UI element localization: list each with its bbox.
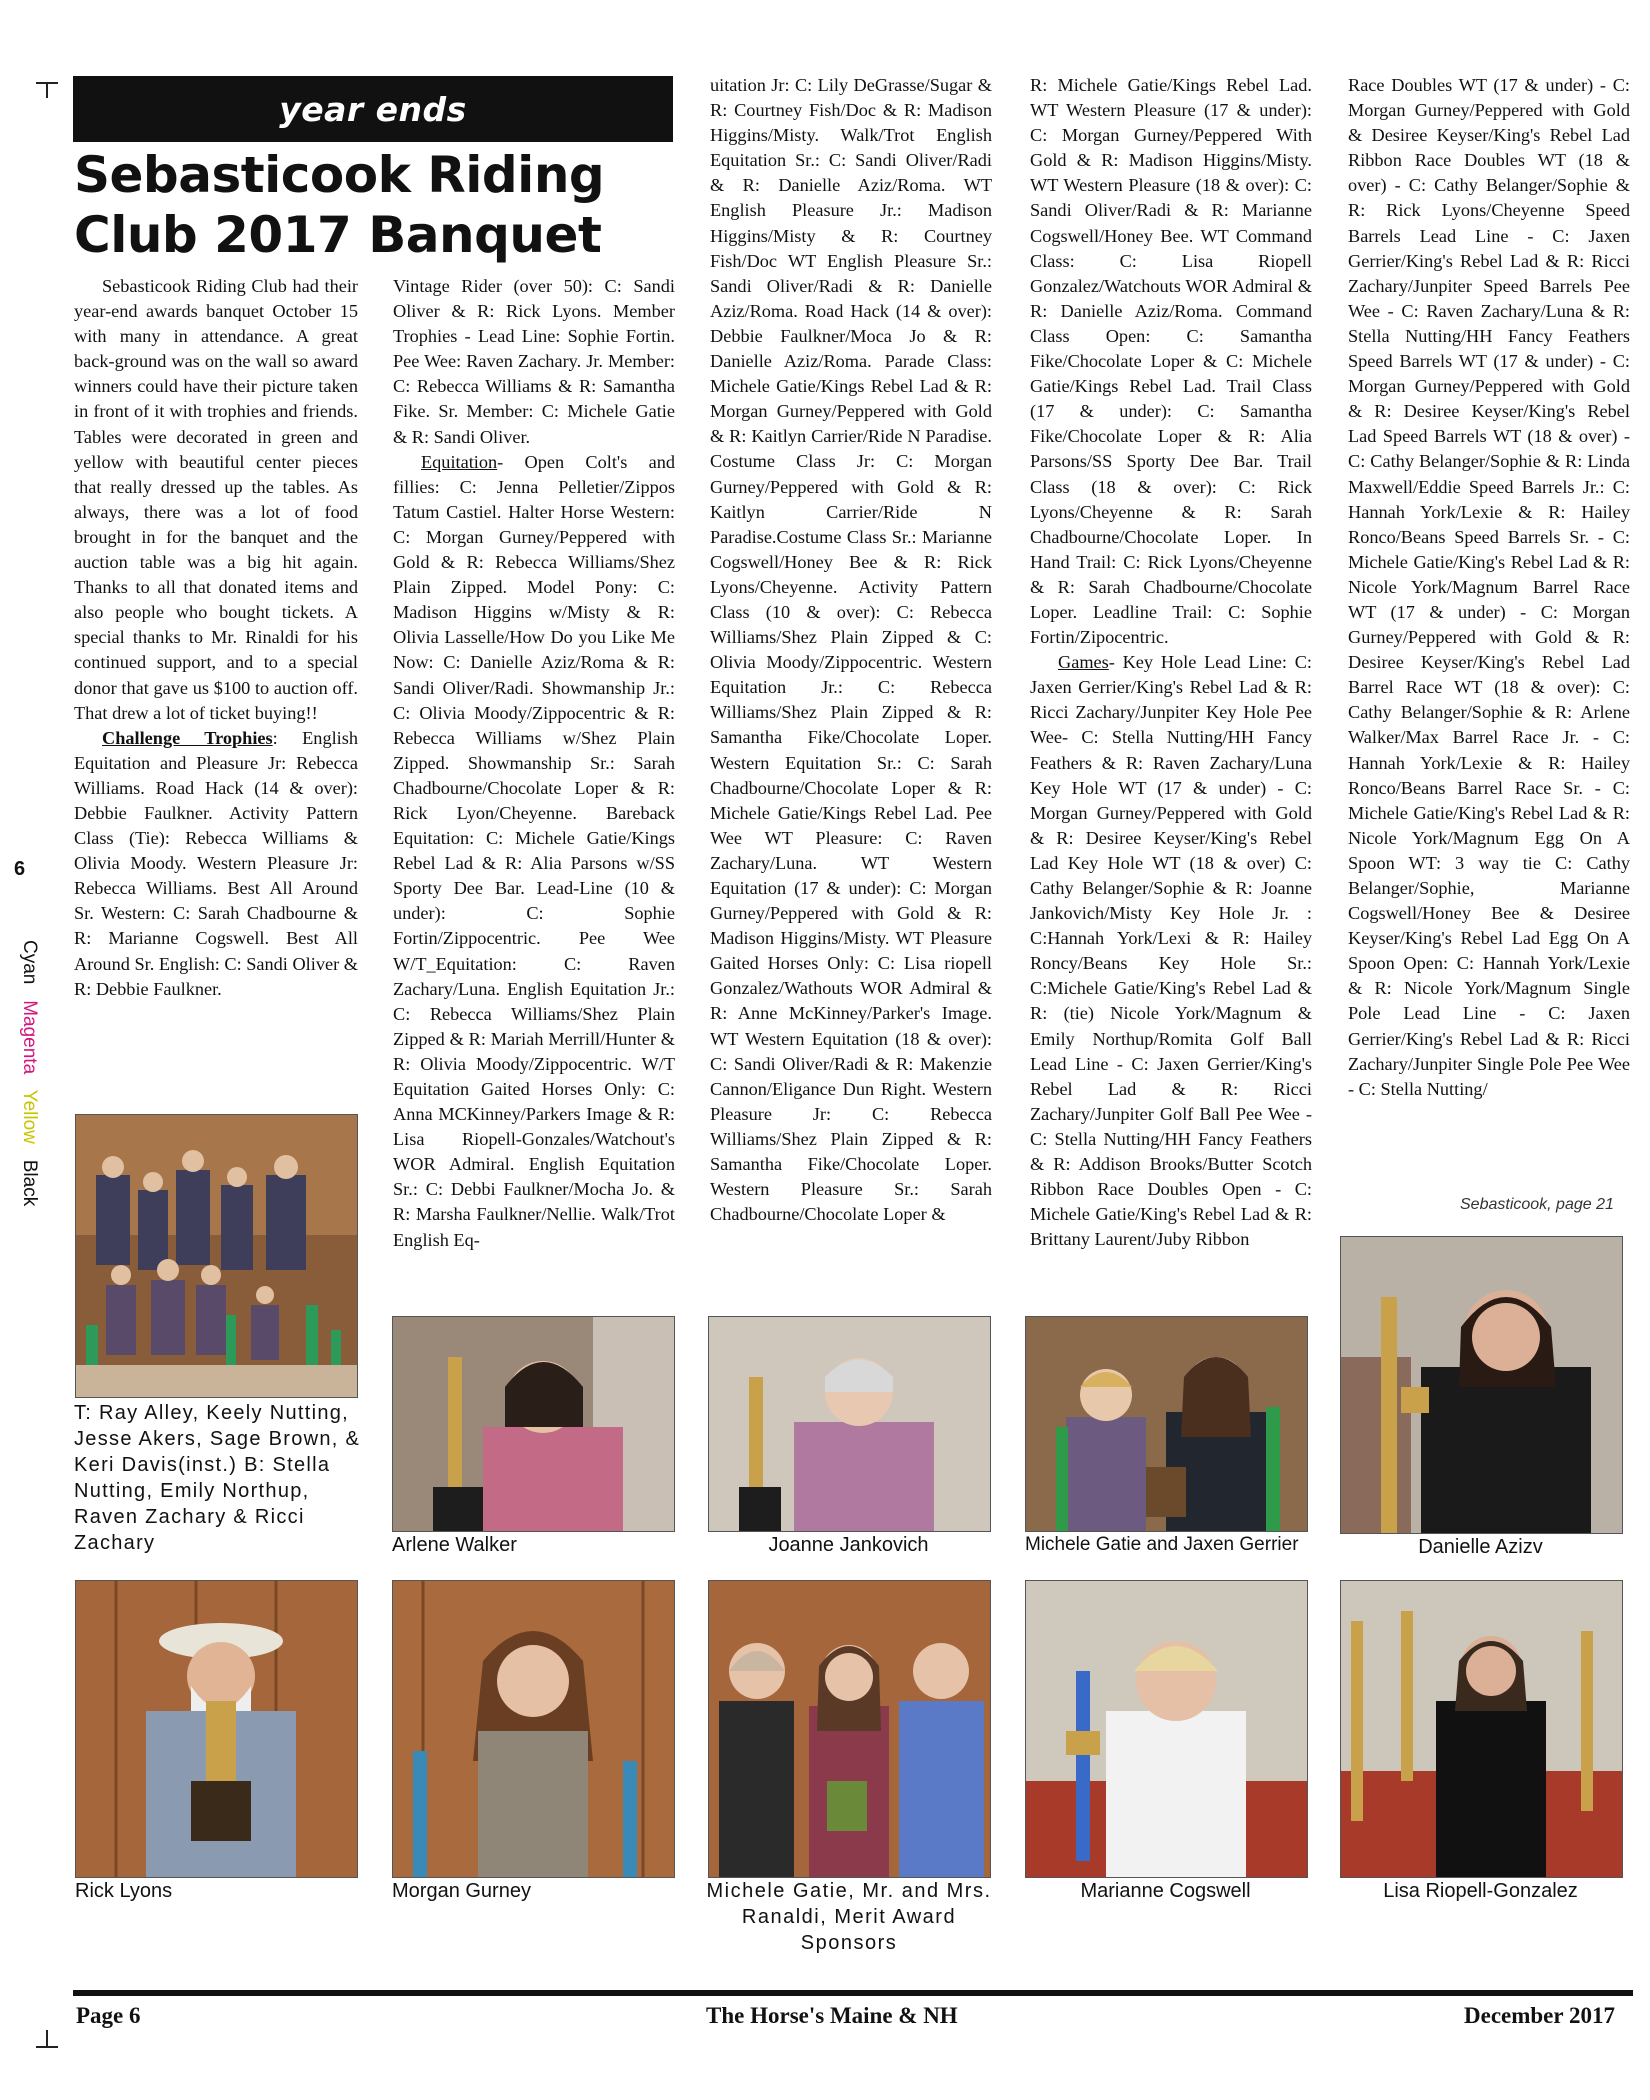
article-column-5 xyxy=(1348,73,1630,1102)
michele-jaxen-caption: Michele Gatie and Jaxen Gerrier xyxy=(1025,1534,1299,1555)
awards-text-c: uitation Jr: C: Lily DeGrasse/Sugar & R: Courtney Fish/Doc & R: Madison Higgins/Misty. Walk/Trot English Equitation Sr.: C: Sandi Oliver/Radi & R: Danielle Aziz/Roma. WT English Pleasure Jr.: Madison Higgins/Misty & R: Courtney Fish/Doc WT English Pleasure Sr.: Sandi Oliver/Radi & R: Danielle Aziz/Roma. Road Hack (14 & over): Debbie Faulkner/Moca Jo & R: Danielle Aziz/Roma. Parade Class: Michele Gatie/Kings Rebel Lad & R: Morgan Gurney/Peppered with Gold & R: Kaitlyn Carrier/Ride N Paradise. Costume Class Jr: C: Morgan Gurney/Peppered with Gold & R: Kaitlyn Carrier/Ride N Paradise.Costume Class Sr.: Marianne Cogswell/Honey Bee & R: Rick Lyons/Cheyenne. Activity Pattern Class (10 & over): C: Rebecca Williams/Shez Plain Zipped & C: Olivia Moody/Zippocentric. Western Equitation Jr.: C: Rebecca Williams/Shez Plain Zipped & R: Samantha Fike/Chocolate Loper. Western Equitation Sr.: C: Sarah Chadbourne/Chocolate Loper & R: Michele Gatie/Kings Rebel Lad. Pee Wee WT Pleasure: C: Raven Zachary/Luna. WT Western Equitation (17 & under): C: Morgan Gurney/Peppered with Gold & R: Madison Higgins/Misty. WT Pleasure Gaited Horses Only: C: Lisa riopell Gonzalez/Wathouts WOR Admiral & R: Anne McKinney/Parker's Image. WT Western Equitation (18 & over): C: Sandi Oliver/Radi & R: Makenzie Cannon/Eligance Dun Right. Western Pleasure Jr: C: Rebecca Williams/Shez Plain Zipped & R: Samantha Fike/Chocolate Loper. Western Pleasure Sr.: Sarah Chadbourne/Chocolate Loper & xyxy=(710,75,992,1225)
registration-mark xyxy=(46,82,48,98)
group-photo-caption: T: Ray Alley, Keely Nutting, Jesse Akers, Sage Brown, & Keri Davis(inst.) B: Stella Nutting, Emily Northup, Raven Zachary & Ricci Zachary xyxy=(74,1402,361,1554)
registration-mark xyxy=(46,2030,48,2046)
headline: Sebasticook Riding Club 2017 Banquet xyxy=(74,146,605,264)
rick-lyons-photo xyxy=(75,1580,358,1878)
marianne-cogswell-photo xyxy=(1025,1580,1308,1878)
sponsors-caption: Michele Gatie, Mr. and Mrs. Ranaldi, Merit Award Sponsors xyxy=(706,1880,992,1954)
jump-line: Sebasticook, page 21 xyxy=(1460,1196,1614,1213)
yellow-label: Yellow xyxy=(19,1089,40,1144)
danielle-aziz-photo xyxy=(1340,1236,1623,1534)
marianne-cogswell-caption: Marianne Cogswell xyxy=(1080,1880,1251,1902)
article-column-3 xyxy=(710,73,992,1227)
registration-mark xyxy=(36,2046,58,2048)
sponsors-photo xyxy=(708,1580,991,1878)
footer-rule xyxy=(73,1990,1633,1996)
lisa-riopell-gonzalez-photo xyxy=(1340,1580,1623,1878)
section-banner: year ends xyxy=(73,76,673,142)
challenge-trophies-text: : English Equitation and Pleasure Jr: Rebecca Williams. Road Hack (14 & over): Debbie Faulkner. Activity Pattern Class (Tie): Rebecca Williams & Olivia Moody. Western Pleasure Jr: Rebecca Williams. Best All Around Sr. Western: C: Sarah Chadbourne & R: Marianne Cogswell. Best All Around Sr. English: C: Sandi Oliver & R: Debbie Faulkner. xyxy=(74,727,358,999)
joanne-jankovich-caption: Joanne Jankovich xyxy=(768,1534,929,1556)
footer-publication: The Horse's Maine & NH xyxy=(706,2003,958,2028)
magenta-label: Magenta xyxy=(19,1000,40,1075)
awards-text-f: Race Doubles WT (17 & under) - C: Morgan Gurney/Peppered with Gold & Desiree Keyser/King's Rebel Lad Ribbon Race Doubles WT (18 & over) - C: Cathy Belanger/Sophie & R: Rick Lyons/Cheyenne Speed Barrels Lead Line - C: Jaxen Gerrier/King's Rebel Lad & R: Ricci Zachary/Junpiter Speed Barrels Pee Wee - C: Raven Zachary/Luna & R: Stella Nutting/HH Fancy Feathers Speed Barrels WT (17 & under) - C: Morgan Gurney/Peppered with Gold & R: Desiree Keyser/King's Rebel Lad Speed Barrels WT (18 & over) - C: Cathy Belanger/Sophie & R: Linda Maxwell/Eddie Speed Barrels Jr.: C: Hannah York/Lexie & R: Hailey Ronco/Beans Speed Barrels Sr. - C: Michele Gatie/King's Rebel Lad & R: Nicole York/Magnum Barrel Race WT (17 & under) - C: Morgan Gurney/Peppered with Gold & R: Desiree Keyser/King's Rebel Lad Barrel Race WT (18 & over): C: Cathy Belanger/Sophie & R: Arlene Walker/Max Barrel Race Jr. - C: Hannah York/Lexie & R: Hailey Ronco/Beans Barrel Race Sr. - C: Michele Gatie/King's Rebel Lad & R: Nicole York/Magnum Egg On A Spoon WT: 3 way tie C: Cathy Belanger/Sophie, Marianne Cogswell/Honey Bee & Desiree Keyser/King's Rebel Lad Egg On A Spoon Open: C: Hannah York/Lexie & R: Nicole York/Magnum Single Pole Lead Line - C: Jaxen Gerrier/King's Rebel Lad & R: Ricci Zachary/Junpiter Single Pole Pee Wee - C: Stella Nutting/ xyxy=(1348,75,1630,1099)
color-bar-labels xyxy=(10,940,40,1240)
lisa-riopell-gonzalez-caption: Lisa Riopell-Gonzalez xyxy=(1383,1880,1578,1902)
side-page-number: 6 xyxy=(14,858,26,880)
morgan-gurney-caption: Morgan Gurney xyxy=(392,1880,531,1902)
intro-paragraph: Sebasticook Riding Club had their year-end awards banquet October 15 with many in attendance. A great back-ground was on the wall so award winners could have their picture taken in front of it with trophies and friends. Tables were decorated in green and yellow with beautiful center pieces that really dressed up the tables. As always, there was a lot of food brought in for the banquet and the auction table was a big hit again. Thanks to all that donated items and also people who bought tickets. A special thanks to Mr. Rinaldi for his continued support, and to a special donor that gave us $100 to auction off. That drew a lot of ticket buying!! xyxy=(74,276,358,723)
michele-jaxen-photo xyxy=(1025,1316,1308,1532)
games-label: Games xyxy=(1058,652,1109,673)
equitation-label: Equitation xyxy=(421,451,498,472)
cyan-label: Cyan xyxy=(19,940,40,985)
rick-lyons-caption: Rick Lyons xyxy=(75,1880,173,1902)
black-label: Black xyxy=(19,1159,40,1207)
article-column-4 xyxy=(1030,73,1312,1252)
morgan-gurney-photo xyxy=(392,1580,675,1878)
danielle-aziz-caption: Danielle Azizv xyxy=(1418,1536,1543,1558)
group-photo xyxy=(75,1114,358,1398)
article-column-1 xyxy=(74,274,358,1002)
arlene-walker-caption: Arlene Walker xyxy=(392,1534,517,1556)
arlene-walker-photo xyxy=(392,1316,675,1532)
article-column-2 xyxy=(393,274,675,1253)
challenge-trophies-label: Challenge Trophies xyxy=(102,727,273,748)
footer-page-number: Page 6 xyxy=(76,2003,141,2028)
footer-date: December 2017 xyxy=(1464,2003,1615,2028)
awards-text-a: Vintage Rider (over 50): C: Sandi Oliver & R: Rick Lyons. Member Trophies - Lead Line: Sophie Fortin. Pee Wee: Raven Zachary. Jr. Member: C: Rebecca Williams & R: Samantha Fike. Sr. Member: C: Michele Gatie & R: Sandi Oliver. xyxy=(393,276,675,447)
awards-text-b: - Open Colt's and fillies: C: Jenna Pelletier/Zippos Tatum Castiel. Halter Horse Western: C: Morgan Gurney/Peppered with Gold & R: Rebecca Williams/Shez Plain Zipped. Model Pony: C: Madison Higgins w/Misty & R: Olivia Lasselle/How Do you Like Me Now: C: Danielle Aziz/Roma & R: Sandi Oliver/Radi. Showmanship Jr.: C: Olivia Moody/Zippocentric & R: Rebecca Williams w/Shez Plain Zipped. Showmanship Sr.: Sarah Chadbourne/Chocolate Loper & R: Rick Lyon/Cheyenne. Bareback Equitation: C: Michele Gatie/Kings Rebel Lad & R: Alia Parsons w/SS Sporty Dee Bar. Lead-Line (10 & under): C: Sophie Fortin/Zippocentric. Pee Wee W/T_Equitation: C: Raven Zachary/Luna. English Equitation Jr.: C: Rebecca Williams/Shez Plain Zipped & R: Mariah Merrill/Hunter & R: Olivia Moody/Zippocentric. W/T Equitation Gaited Horses Only: C: Anna MCKinney/Parkers Image & R: Lisa Riopell-Gonzales/Watchout's WOR Admiral. English Equitation Sr.: C: Debbi Faulkner/Mocha Jo. & R: Marsha Faulkner/Nellie. Walk/Trot English Eq- xyxy=(393,451,675,1250)
joanne-jankovich-photo xyxy=(708,1316,991,1532)
awards-text-d: R: Michele Gatie/Kings Rebel Lad. WT Western Pleasure (17 & under): C: Morgan Gurney/Peppered With Gold & R: Madison Higgins/Misty. WT Western Pleasure (18 & over): C: Sandi Oliver/Radi & R: Marianne Cogswell/Honey Bee. WT Command Class: C: Lisa Riopell Gonzalez/Watchouts WOR Admiral & R: Danielle Aziz/Roma. Command Class Open: C: Samantha Fike/Chocolate Loper & C: Michele Gatie/Kings Rebel Lad. Trail Class (17 & under): C: Samantha Fike/Chocolate Loper & R: Alia Parsons/SS Sporty Dee Bar. Trail Class (18 & over): C: Rick Lyons/Cheyenne & R: Sarah Chadbourne/Chocolate Loper. In Hand Trail: C: Rick Lyons/Cheyenne & R: Sarah Chadbourne/Chocolate Loper. Leadline Trail: C: Sophie Fortin/Zipocentric. xyxy=(1030,75,1312,648)
awards-text-e: - Key Hole Lead Line: C: Jaxen Gerrier/King's Rebel Lad & R: Ricci Zachary/Junpiter Key Hole Pee Wee- C: Stella Nutting/HH Fancy Feathers & R: Raven Zachary/Luna Key Hole WT (17 & under) - C: Morgan Gurney/Peppered with Gold & R: Desiree Keyser/King's Rebel Lad Key Hole WT (18 & over) C: Cathy Belanger/Sophie & R: Joanne Jankovich/Misty Key Hole Jr. : C:Hannah York/Lexi & R: Hailey Roncy/Beans Key Hole Sr.: C:Michele Gatie/King's Rebel Lad & R: (tie) Nicole York/Magnum & Emily Northup/Romita Golf Ball Lead Line - C: Jaxen Gerrier/King's Rebel Lad & R: Ricci Zachary/Junpiter Golf Ball Pee Wee - C: Stella Nutting/HH Fancy Feathers & R: Addison Brooks/Butter Scotch Ribbon Race Doubles Open - C: Michele Gatie/King's Rebel Lad & R: Brittany Laurent/Juby Ribbon xyxy=(1030,652,1312,1250)
